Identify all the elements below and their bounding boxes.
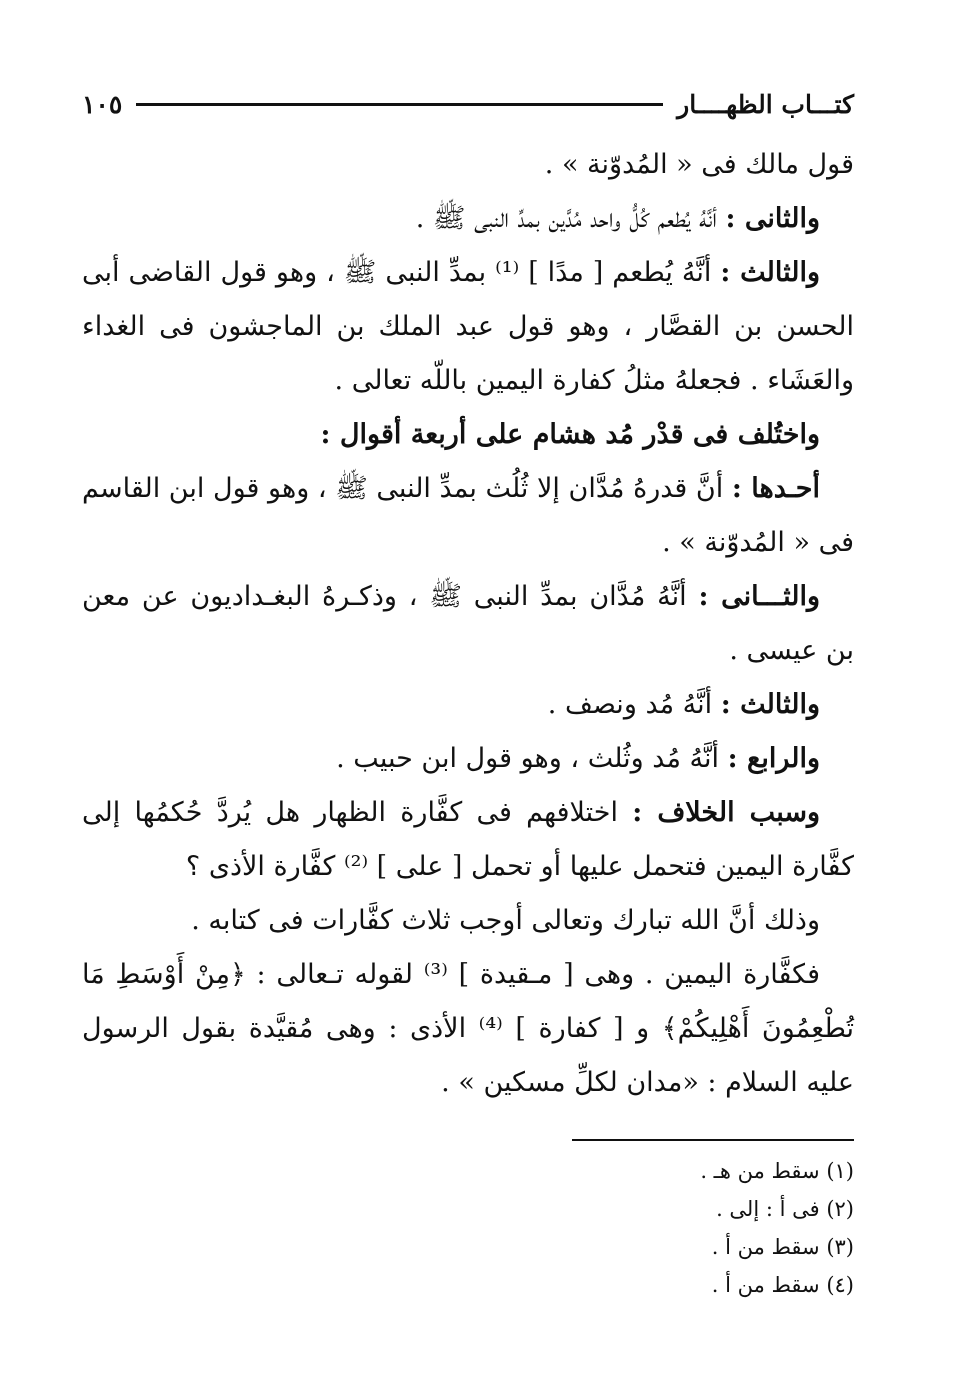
paragraph-text: أنَّهُ مُد ونصف . [547, 689, 721, 720]
footnote-separator [572, 1139, 854, 1141]
header-rule [136, 103, 663, 106]
paragraph-lead: والثـــانى : [698, 581, 820, 612]
paragraph-lead: والثالث : [720, 257, 821, 288]
running-header [82, 84, 854, 124]
paragraph-8 [82, 732, 854, 786]
paragraph-text: اختلافهم فى كفَّارة الظهار هل يُردَّ حُكمُها إلى كفَّارة اليمين فتحمل عليها أو تحمل [ على ] ⁽²⁾ كفَّارة الأذى ؟ [82, 797, 854, 882]
paragraph-7 [82, 678, 854, 732]
paragraph-lead: وسبب الخلاف : [632, 797, 821, 828]
footnote-3: (٣) سقط من أ . [711, 1235, 854, 1259]
page-number: ١٠٥ [82, 89, 123, 119]
footnote-1: (١) سقط من هـ . [700, 1159, 854, 1183]
paragraph-2 [82, 192, 854, 246]
paragraph-lead: واختُلف فى قدْر مُد هشام على أربعة أقوال : [320, 419, 820, 450]
footnotes [354, 1152, 854, 1304]
paragraph-lead: والثانى : [725, 203, 820, 234]
paragraph-text: أنَّهُ يُطعم كُلُّ واحد مُدَّين بمدِّ النبى ﷺ . [415, 203, 726, 234]
paragraph-text: قول مالك فى « المُدوّنة » . [544, 149, 854, 180]
paragraph-text: أنَّ قدرهُ مُدَّان إلا ثُلُث بمدِّ النبى ﷺ ، وهو قول ابن القاسم فى « المُدوّنة » . [82, 473, 854, 558]
paragraph-lead: والرابع : [727, 743, 820, 774]
paragraph-lead: والثالث : [720, 689, 820, 720]
paragraph-lead: أحـدها : [731, 473, 820, 504]
paragraph-3 [82, 246, 854, 408]
paragraph-11 [82, 948, 854, 1110]
paragraph-text: أنَّهُ يُطعم [ مدًا ] ⁽¹⁾ بمدِّ النبى ﷺ ، وهو قول القاضى أبى الحسن بن القصَّار ، وهو قول عبد الملك بن الماجشون فى الغداء والعَشَاء . فجعلهُ مثلُ كفارة اليمين باللّه تعالى . [82, 257, 854, 396]
paragraph-5 [82, 462, 854, 570]
paragraph-text: فكفَّارة اليمين . وهى [ مـقيدة ] ⁽³⁾ لقوله تـعالى : ﴿مِنْ أَوْسَطِ مَا تُطْعِمُونَ أَهْلِيكُمْ﴾ و [ كفارة ] ⁽⁴⁾ الأذى : وهى مُقيَّدة بقول الرسول عليه السلام : «مدان لكلِّ مسكين » . [82, 959, 854, 1098]
paragraph-10 [82, 894, 854, 948]
paragraph-9 [82, 786, 854, 894]
chapter-title: كتـــاب الظهــــار [677, 89, 854, 119]
footnote-2: (٢) فى أ : إلى . [716, 1197, 854, 1221]
paragraph-1 [82, 138, 854, 192]
main-text [82, 138, 854, 1110]
paragraph-4 [82, 408, 854, 462]
paragraph-text: أنَّهُ مُد وثُلث ، وهو قول ابن حبيب . [336, 743, 728, 774]
paragraph-text: وذلك أنَّ الله تبارك وتعالى أوجب ثلاث كفَّارات فى كتابه . [191, 905, 820, 936]
footnote-4: (٤) سقط من أ . [711, 1273, 854, 1297]
paragraph-6 [82, 570, 854, 678]
paragraph-text: أنَّهُ مُدَّان بمدِّ النبى ﷺ ، وذكـرهُ البغـداديون عن معن بن عيسى . [82, 581, 854, 666]
